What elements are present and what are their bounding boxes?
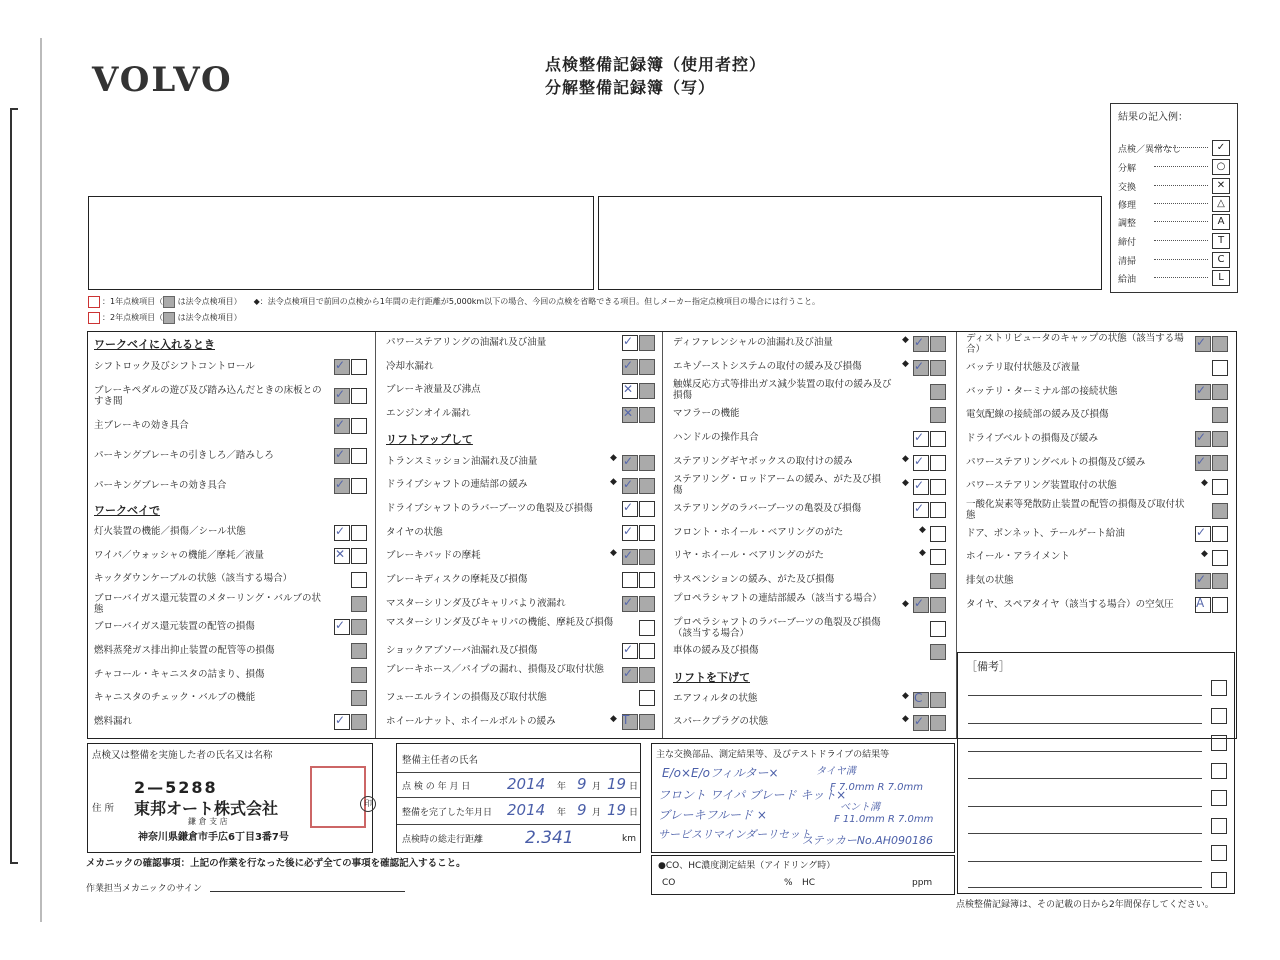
checklist-item: バッテリ・ターミナル部の接続状態	[966, 386, 1118, 397]
checkbox[interactable]	[930, 455, 946, 471]
checklist-item: ドライブベルトの損傷及び緩み	[966, 433, 1099, 444]
checkbox[interactable]	[930, 502, 946, 518]
legend-row: 締付 T	[1118, 233, 1230, 249]
checkbox[interactable]	[930, 431, 946, 447]
checkbox-legal[interactable]	[351, 690, 367, 706]
inspect-date-label: 点 検 の 年 月 日	[402, 782, 471, 792]
diamond-mark: ◆	[902, 599, 909, 609]
hand-note: ステッカーNo.AH090186	[802, 834, 934, 847]
hand-check-mark: ✓	[914, 478, 925, 492]
dates-box: 整備主任者の氏名 点 検 の 年 月 日 2014 年 9 月 19 日 整備を完了した年月日 2014 年 9 月 19 日 点検時の総走行距離 2.341 km	[396, 743, 641, 853]
hand-note: ベント溝	[840, 802, 880, 813]
checklist-item: ホイールナット、ホイールボルトの緩み	[386, 716, 556, 727]
company-address: 神奈川県鎌倉市手広6丁目3番7号	[138, 832, 289, 843]
remarks-checkbox[interactable]	[1211, 845, 1227, 861]
checkbox[interactable]	[639, 620, 655, 636]
hand-check-mark: ✓	[914, 335, 925, 349]
branch-name: 鎌 倉 支 店	[188, 817, 228, 826]
checklist-item: ドライブシャフトのラバーブーツの亀裂及び損傷	[386, 503, 593, 514]
remarks-line	[968, 723, 1202, 724]
checkbox-legal[interactable]	[930, 715, 946, 731]
mileage-label: 点検時の総走行距離	[402, 835, 484, 845]
vehicle-info-box-left	[88, 196, 594, 290]
checkbox[interactable]	[351, 388, 367, 404]
checkbox[interactable]	[639, 501, 655, 517]
signature-line[interactable]	[210, 891, 405, 892]
checklist-item: プロペラシャフトのラバーブーツの亀裂及び損傷（該当する場合）	[673, 617, 881, 639]
checkbox[interactable]	[351, 572, 367, 588]
item-notes	[88, 294, 820, 326]
remarks-line	[968, 861, 1202, 862]
seal-circle-icon: 印	[360, 796, 376, 812]
checklist-item: ブレーキペダルの遊び及び踏み込んだときの床板とのすき間	[94, 385, 322, 407]
checklist-item: ワイパ／ウォッシャの機能／摩耗／液量	[94, 550, 264, 561]
hand-check-mark: ✓	[1196, 430, 1207, 444]
checklist-item: 電気配線の接続部の緩み及び損傷	[966, 409, 1109, 420]
checkbox[interactable]	[930, 479, 946, 495]
hand-note: フロント ワイパ ブレード キット×	[658, 788, 847, 802]
checklist-item: エンジンオイル漏れ	[386, 408, 471, 419]
mechanic-sign-label: 作業担当メカニックのサイン	[86, 884, 203, 894]
circle-symbol: ○	[1212, 159, 1230, 175]
checkbox[interactable]	[351, 548, 367, 564]
hand-check-mark: ✓	[623, 524, 634, 538]
mechanic-note: メカニックの確認事項：上記の作業を行なった後に必ず全ての事項を確認記入すること。	[86, 858, 466, 869]
diamond-mark: ◆	[902, 359, 909, 369]
checklist-item: 触媒反応方式等排出ガス減少装置の取付の緩み及び損傷	[673, 379, 892, 401]
hand-note: ブレーキフルード ×	[658, 808, 767, 822]
diamond-mark: ◆	[919, 525, 926, 535]
checklist-item: ブローバイガス還元装置のメターリング・バルブの状態	[94, 593, 322, 615]
checklist-item: ハンドルの操作具合	[673, 432, 759, 443]
checkbox-legal[interactable]	[930, 407, 946, 423]
hand-cross-mark: ✕	[623, 382, 634, 396]
diamond-mark: ◆	[902, 454, 909, 464]
hand-tighten-mark: T	[622, 713, 630, 727]
checkbox[interactable]	[1212, 526, 1228, 542]
hand-note: F 11.0mm R 7.0mm	[834, 814, 934, 825]
hand-check-mark: ✓	[623, 642, 634, 656]
hand-check-mark: ✓	[623, 477, 634, 491]
checklist-item: タイヤの状態	[386, 527, 443, 538]
checkbox-legal[interactable]	[1212, 431, 1228, 447]
binding-bracket	[10, 108, 18, 864]
remarks-line	[968, 751, 1202, 752]
checklist-item: マスターシリンダ及びキャリパの機能、摩耗及び損傷	[386, 617, 614, 628]
remarks-line	[968, 887, 1202, 888]
checkbox-legal[interactable]	[351, 667, 367, 683]
hand-check-mark: ✓	[335, 618, 346, 632]
checklist-item: ディストリビュータのキャップの状態（該当する場合）	[966, 333, 1184, 355]
complete-year: 2014	[507, 801, 546, 819]
inspect-year: 2014	[507, 775, 546, 793]
section-heading: リフトアップして	[386, 433, 473, 446]
checklist-item: シフトロック及びシフトコントロール	[94, 361, 255, 372]
checklist-item: 灯火装置の機能／損傷／シール状態	[94, 526, 246, 537]
checklist-item: ブレーキ液量及び沸点	[386, 384, 481, 395]
diamond-mark: ◆	[1201, 549, 1208, 559]
check-symbol: ✓	[1212, 140, 1230, 156]
section-heading: ワークベイに入れるとき	[94, 338, 215, 351]
checkbox[interactable]	[622, 572, 638, 588]
diamond-mark: ◆	[919, 548, 926, 558]
checklist-item: パワーステアリングの油漏れ及び油量	[386, 337, 547, 348]
hand-clean-mark: C	[914, 691, 923, 705]
hand-check-mark: ✓	[335, 358, 346, 372]
checkbox[interactable]	[351, 418, 367, 434]
checkbox[interactable]	[930, 549, 946, 565]
title-line2: 分解整備記録簿（写）	[545, 78, 716, 97]
diamond-mark: ◆	[610, 548, 617, 558]
checklist-item: パーキングブレーキの効き具合	[94, 480, 227, 491]
retention-note: 点検整備記録簿は、その記載の日から2年間保存してください。	[956, 900, 1214, 910]
complete-day: 19	[607, 801, 627, 819]
checklist-item: ステアリングギヤボックスの取付けの緩み	[673, 456, 853, 467]
hand-check-mark: ✓	[1196, 454, 1207, 468]
checkbox[interactable]	[639, 690, 655, 706]
checkbox[interactable]	[639, 572, 655, 588]
checkbox-legal[interactable]	[930, 336, 946, 352]
checkbox-legal[interactable]	[639, 359, 655, 375]
checkbox-legal[interactable]	[1212, 384, 1228, 400]
diamond-mark: ◆	[902, 714, 909, 724]
checkbox[interactable]	[351, 448, 367, 464]
checklist-item: プロペラシャフトの連結部緩み（該当する場合）	[673, 593, 882, 604]
hand-check-mark: ✓	[914, 714, 925, 728]
hand-check-mark: ✓	[1196, 383, 1207, 397]
hand-check-mark: ✓	[335, 387, 346, 401]
hand-check-mark: ✓	[1196, 335, 1207, 349]
checkbox[interactable]	[1212, 479, 1228, 495]
checkbox-legal[interactable]	[639, 549, 655, 565]
chief-label: 整備主任者の氏名	[402, 755, 479, 766]
checkbox-legal[interactable]	[351, 596, 367, 612]
checklist-item: ステアリングのラバーブーツの亀裂及び損傷	[673, 503, 862, 514]
checkbox-legal[interactable]	[1212, 455, 1228, 471]
hand-check-mark: ✓	[623, 595, 634, 609]
checklist-item: 冷却水漏れ	[386, 361, 434, 372]
diamond-mark: ◆	[902, 691, 909, 701]
checklist-item: ブレーキホース／パイプの漏れ、損傷及び取付状態	[386, 664, 604, 675]
hand-check-mark: ✓	[623, 334, 634, 348]
checkbox-legal[interactable]	[930, 692, 946, 708]
checklist-item: フューエルラインの損傷及び取付状態	[386, 692, 547, 703]
hand-check-mark: ✓	[335, 477, 346, 491]
diamond-mark: ◆	[610, 477, 617, 487]
hand-check-mark: ✓	[335, 713, 346, 727]
checkbox-legal[interactable]	[639, 714, 655, 730]
inspect-month: 9	[577, 775, 587, 793]
checkbox-legal[interactable]	[1212, 407, 1228, 423]
hand-check-mark: ✓	[914, 359, 925, 373]
note-diamond: ◆：法令点検項目で前回の点検から1年間の走行距離が5,000km以下の場合、今回の点検を省略できる項目。但しメーカー指定点検項目の場合には行うこと。	[253, 297, 821, 306]
checklist-item: サスペンションの緩み、がた及び損傷	[673, 574, 835, 585]
hand-check-mark: ✓	[335, 447, 346, 461]
triangle-symbol: △	[1212, 196, 1230, 212]
hand-check-mark: ✓	[914, 430, 925, 444]
hand-check-mark: ✓	[335, 417, 346, 431]
complete-month: 9	[577, 801, 587, 819]
legend-row: 交換 ✕	[1118, 178, 1230, 194]
address-label: 住 所	[92, 803, 115, 814]
remarks-checkbox[interactable]	[1211, 790, 1227, 806]
performer-box	[87, 743, 373, 853]
checkbox[interactable]	[1212, 360, 1228, 376]
section-heading: ワークベイで	[94, 504, 160, 517]
vehicle-info-box-right	[598, 196, 1102, 290]
remarks-checkbox[interactable]	[1211, 708, 1227, 724]
hand-check-mark: ✓	[914, 596, 925, 610]
diamond-mark: ◆	[1201, 478, 1208, 488]
checkbox[interactable]	[1212, 597, 1228, 613]
checkbox-legal[interactable]	[930, 644, 946, 660]
remarks-checkbox[interactable]	[1211, 735, 1227, 751]
checklist-item: タイヤ、スペアタイヤ（該当する場合）の空気圧	[966, 599, 1174, 610]
mileage-value: 2.341	[525, 828, 574, 848]
adjust-symbol: A	[1212, 214, 1230, 230]
parts-box	[651, 743, 955, 853]
legend-row: 給油 L	[1118, 270, 1230, 286]
hand-note: F 7.0mm R 7.0mm	[830, 782, 924, 793]
checklist-item: ドライブシャフトの連結部の緩み	[386, 479, 528, 490]
checklist-item: 一酸化炭素等発散防止装置の配管の損傷及び取付状態	[966, 499, 1185, 521]
hand-check-mark: ✓	[914, 454, 925, 468]
checklist-item: ステアリング・ロッドアームの緩み、がた及び損傷	[673, 474, 882, 496]
checklist-item: ブレーキディスクの摩耗及び損傷	[386, 574, 528, 585]
parts-label: 主な交換部品、測定結果等、及びテストドライブの結果等	[656, 750, 890, 760]
checkbox-legal[interactable]	[1212, 503, 1228, 519]
note-annual: ：1年点検項目（ は法令点検項目） ◆：法令点検項目で前回の点検から1年間の走行距離が5,000km以下の場合、今回の点検を省略できる項目。但しメーカー指定点検項目の場合には行うこと。	[88, 294, 820, 310]
checklist-item: 燃料漏れ	[94, 716, 133, 727]
hand-check-mark: ✓	[1196, 572, 1207, 586]
diamond-mark: ◆	[902, 478, 909, 488]
checkbox-legal[interactable]	[639, 383, 655, 399]
checkbox-legal[interactable]	[1212, 336, 1228, 352]
checkbox[interactable]	[639, 525, 655, 541]
remarks-line	[968, 695, 1202, 696]
section-heading: リフトを下げて	[673, 671, 750, 684]
hand-check-mark: ✓	[914, 501, 925, 515]
diamond-mark: ◆	[610, 714, 617, 724]
checkbox-legal[interactable]	[639, 596, 655, 612]
checkbox-legal[interactable]	[930, 597, 946, 613]
inspect-day: 19	[607, 775, 627, 793]
complete-date-label: 整備を完了した年月日	[402, 808, 493, 818]
hand-check-mark: ✓	[623, 454, 634, 468]
checkbox[interactable]	[1212, 550, 1228, 566]
hand-check-mark: ✓	[623, 548, 634, 562]
performer-label: 点検又は整備を実施した者の氏名又は名称	[92, 750, 273, 761]
remarks-checkbox[interactable]	[1211, 680, 1227, 696]
hand-note: タイヤ溝	[816, 766, 856, 777]
diamond-mark: ◆	[610, 453, 617, 463]
checkbox-legal[interactable]	[930, 384, 946, 400]
checklist-item: マスターシリンダ及びキャリパより液漏れ	[386, 598, 566, 609]
emission-box: ●CO、HC濃度測定結果（アイドリング時） CO % HC ppm	[651, 855, 955, 895]
checklist-item: パワーステアリング装置取付の状態	[966, 480, 1117, 491]
checkbox-legal[interactable]	[639, 335, 655, 351]
remarks-checkbox[interactable]	[1211, 818, 1227, 834]
checkbox-legal[interactable]	[639, 455, 655, 471]
checklist-item: マフラーの機能	[673, 408, 740, 419]
checklist-item: エアフィルタの状態	[673, 693, 758, 704]
hand-check-mark: ✓	[623, 358, 634, 372]
checkbox-legal[interactable]	[639, 478, 655, 494]
remarks-checkbox[interactable]	[1211, 872, 1227, 888]
checklist-item: パーキングブレーキの引きしろ／踏みしろ	[94, 450, 274, 461]
legend-title: 結果の記入例：	[1118, 112, 1188, 123]
checkbox-legal[interactable]	[351, 619, 367, 635]
lubricate-symbol: L	[1212, 270, 1230, 286]
checklist-item: ディファレンシャルの油漏れ及び油量	[673, 337, 833, 348]
remarks-box	[957, 652, 1235, 894]
checklist-item: 排気の状態	[966, 575, 1014, 586]
checkbox-legal[interactable]	[639, 667, 655, 683]
checklist-item: 主ブレーキの効き具合	[94, 420, 189, 431]
legend-row: 清掃 C	[1118, 252, 1230, 268]
checklist-item: リヤ・ホイール・ベアリングのがた	[673, 550, 825, 561]
checkbox[interactable]	[351, 478, 367, 494]
checkbox-legal[interactable]	[1212, 573, 1228, 589]
hand-check-mark: ✓	[623, 500, 634, 514]
checklist-item: キャニスタのチェック・バルブの機能	[94, 692, 256, 703]
checklist-item: バッテリ取付状態及び液量	[966, 362, 1081, 373]
remarks-checkbox[interactable]	[1211, 763, 1227, 779]
cross-symbol: ✕	[1212, 178, 1230, 194]
checklist-item: パワーステアリングベルトの損傷及び緩み	[966, 457, 1146, 468]
checklist-item: フロント・ホイール・ベアリングのがた	[673, 527, 844, 538]
checkbox[interactable]	[639, 643, 655, 659]
checklist-item: ブレーキパッドの摩耗	[386, 550, 481, 561]
hand-check-mark: ✓	[1196, 525, 1207, 539]
legend-row: 調整 A	[1118, 214, 1230, 230]
hand-check-mark: ✓	[623, 666, 634, 680]
remarks-title: ［備考］	[966, 660, 1010, 673]
phone-number: 2—5288	[134, 778, 218, 797]
checkbox-legal[interactable]	[351, 643, 367, 659]
checkbox-legal[interactable]	[639, 407, 655, 423]
title-line1: 点検整備記録簿（使用者控）	[545, 55, 767, 74]
checkbox[interactable]	[351, 359, 367, 375]
result-legend	[1110, 103, 1238, 293]
checklist-item: ドア、ボンネット、テールゲート給油	[966, 528, 1125, 539]
emission-label: ●CO、HC濃度測定結果（アイドリング時）	[658, 861, 836, 871]
company-seal-stamp	[310, 766, 366, 828]
hand-cross-mark: ✕	[335, 547, 346, 561]
diamond-mark: ◆	[902, 335, 909, 345]
checklist-item: キックダウンケーブルの状態（該当する場合）	[94, 573, 293, 584]
hand-note: サービスリマインダーリセット	[658, 828, 812, 841]
note-biannual: ：2年点検項目（ は法令点検項目）	[88, 310, 820, 326]
checklist-item: トランスミッション油漏れ及び油量	[386, 456, 538, 467]
checklist-item: スパークプラグの状態	[673, 716, 769, 727]
company-name: 東邦オート株式会社	[134, 799, 279, 818]
checklist-item: ショックアブソーバ油漏れ及び損傷	[386, 645, 538, 656]
hand-cross-mark: ✕	[623, 406, 634, 420]
checklist-item: チャコール・キャニスタの詰まり、損傷	[94, 669, 265, 680]
checkbox-legal[interactable]	[930, 573, 946, 589]
checkbox[interactable]	[351, 525, 367, 541]
checklist-item: エキゾーストシステムの取付の緩み及び損傷	[673, 361, 862, 372]
checklist-item: 燃料蒸発ガス排出抑止装置の配管等の損傷	[94, 645, 275, 656]
hand-note: E/o×E/oフィルター×	[662, 766, 779, 780]
legend-row: 修理 △	[1118, 196, 1230, 212]
hand-adjust-mark: A	[1196, 596, 1205, 610]
checkbox-legal[interactable]	[351, 714, 367, 730]
hand-check-mark: ✓	[335, 524, 346, 538]
legend-row: 点検／異常なし ✓	[1118, 140, 1230, 156]
remarks-line	[968, 778, 1202, 779]
tighten-symbol: T	[1212, 233, 1230, 249]
checklist-item: 車体の緩み及び損傷	[673, 645, 759, 656]
volvo-logo: VOLVO	[92, 60, 233, 100]
remarks-line	[968, 806, 1202, 807]
legend-row: 分解 ○	[1118, 159, 1230, 175]
checklist-item: ホイール・アライメント	[966, 551, 1070, 562]
checkbox[interactable]	[930, 526, 946, 542]
clean-symbol: C	[1212, 252, 1230, 268]
checkbox-legal[interactable]	[930, 360, 946, 376]
checkbox[interactable]	[930, 621, 946, 637]
remarks-line	[968, 833, 1202, 834]
checklist-item: ブローバイガス還元装置の配管の損傷	[94, 621, 255, 632]
